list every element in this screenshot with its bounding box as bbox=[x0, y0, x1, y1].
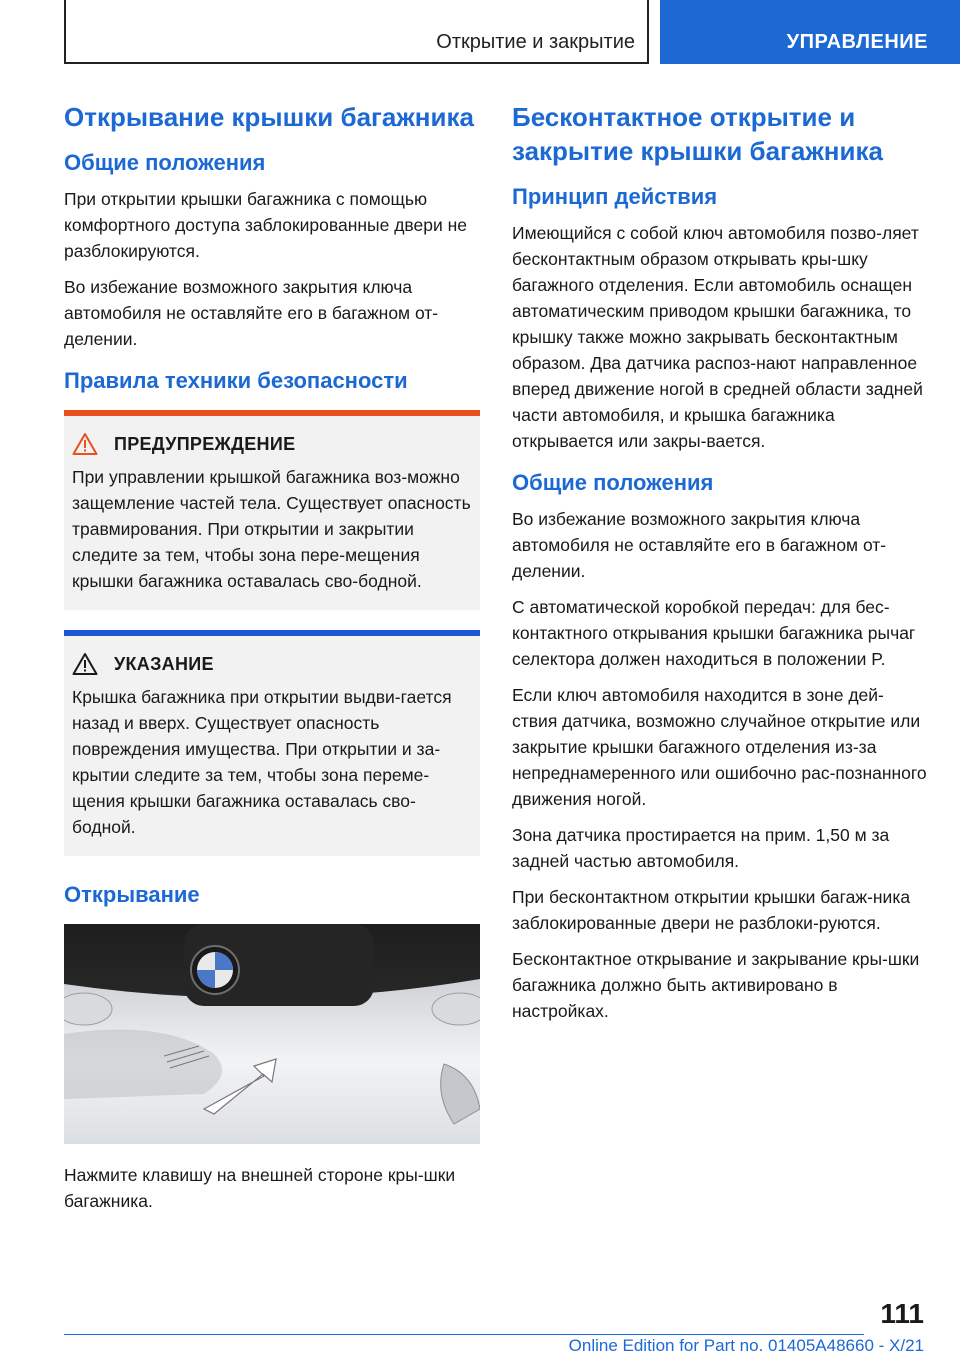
right-paragraph-5: При бесконтактном открытии крышки багаж-ника заблокированные двери не разблоки-руются. bbox=[512, 887, 911, 933]
warning-triangle-icon bbox=[72, 432, 98, 456]
right-paragraph-1: Во избежание возможного закрытия ключа автомобиля не оставляйте его в багажном от-делении. bbox=[512, 509, 887, 581]
notice-title: УКАЗАНИЕ bbox=[114, 653, 214, 674]
general-heading-right: Общие положения bbox=[512, 470, 714, 495]
edition-note: Online Edition for Part no. 01405A48660 - X/21 bbox=[568, 1336, 924, 1355]
general-heading: Общие положения bbox=[64, 150, 266, 175]
right-column bbox=[512, 100, 928, 1034]
page-title: Открывание крышки багажника bbox=[64, 102, 474, 132]
photo-caption: Нажмите клавишу на внешней стороне кры-шки багажника. bbox=[64, 1165, 456, 1211]
principle-paragraph: Имеющийся с собой ключ автомобиля позво-ляет бесконтактным образом открывать кры-шку багажного отделения. Если автомобиль оснащен автоматическим приводом крышки багажника, то крышку также можно закрывать бесконтактным образом. Два датчика распоз-нают направленное вперед движение ногой в средней области задней части автомобиля, и крышка багажника открывается или закры-вается. bbox=[512, 223, 923, 451]
right-paragraph-6: Бесконтактное открывание и закрывание кры-шки багажника должно быть активировано в настройках. bbox=[512, 949, 920, 1021]
notice-bar bbox=[64, 630, 480, 636]
trunk-illustration bbox=[64, 924, 480, 1144]
chapter-tab: УПРАВЛЕНИЕ bbox=[660, 0, 960, 64]
notice-text: Крышка багажника при открытии выдви-гается назад и вверх. Существует опасность повреждения имущества. При открытии и за-крытии следите за тем, чтобы зона переме-щения крышки багажника оставалась сво-бодной. bbox=[72, 687, 452, 837]
warning-bar bbox=[64, 410, 480, 416]
safety-heading: Правила техники безопасности bbox=[64, 368, 408, 393]
notice-box bbox=[64, 630, 480, 856]
right-paragraph-4: Зона датчика простирается на прим. 1,50 м за задней частью автомобиля. bbox=[512, 825, 890, 871]
warning-box bbox=[64, 410, 480, 610]
general-paragraph-2: Во избежание возможного закрытия ключа автомобиля не оставляйте его в багажном от-делении. bbox=[64, 277, 439, 349]
principle-heading: Принцип действия bbox=[512, 184, 718, 209]
warning-title: ПРЕДУПРЕЖДЕНИЕ bbox=[114, 433, 296, 454]
warning-text: При управлении крышкой багажника воз-можно защемление частей тела. Существует опасность травмирования. При открытии и закрытии следите за тем, чтобы зона пере-мещения крышки багажника оставалась сво-бодной. bbox=[72, 467, 471, 591]
trunk-button-photo bbox=[64, 924, 480, 1144]
notice-triangle-icon bbox=[72, 652, 98, 676]
opening-heading: Открывание bbox=[64, 882, 200, 907]
section-title-contactless: Бесконтактное открытие и закрытие крышки багажника bbox=[512, 102, 883, 166]
right-paragraph-3: Если ключ автомобиля находится в зоне дей-ствия датчика, возможно случайное открытие или закрытие крышки багажного отделения из-за непреднамеренного или ошибочно рас-познанного движения ногой. bbox=[512, 685, 927, 809]
right-paragraph-2: С автоматической коробкой передач: для бес-контактного открывания крышки багажника рычаг селектора должен находиться в положении P. bbox=[512, 597, 916, 669]
section-title: Открытие и закрытие bbox=[436, 31, 635, 53]
general-paragraph-1: При открытии крышки багажника с помощью комфортного доступа заблокированные двери не разблокируются. bbox=[64, 189, 468, 261]
page-number: 111 bbox=[880, 1298, 924, 1329]
footer-divider bbox=[64, 1334, 864, 1335]
left-column bbox=[64, 100, 480, 1224]
